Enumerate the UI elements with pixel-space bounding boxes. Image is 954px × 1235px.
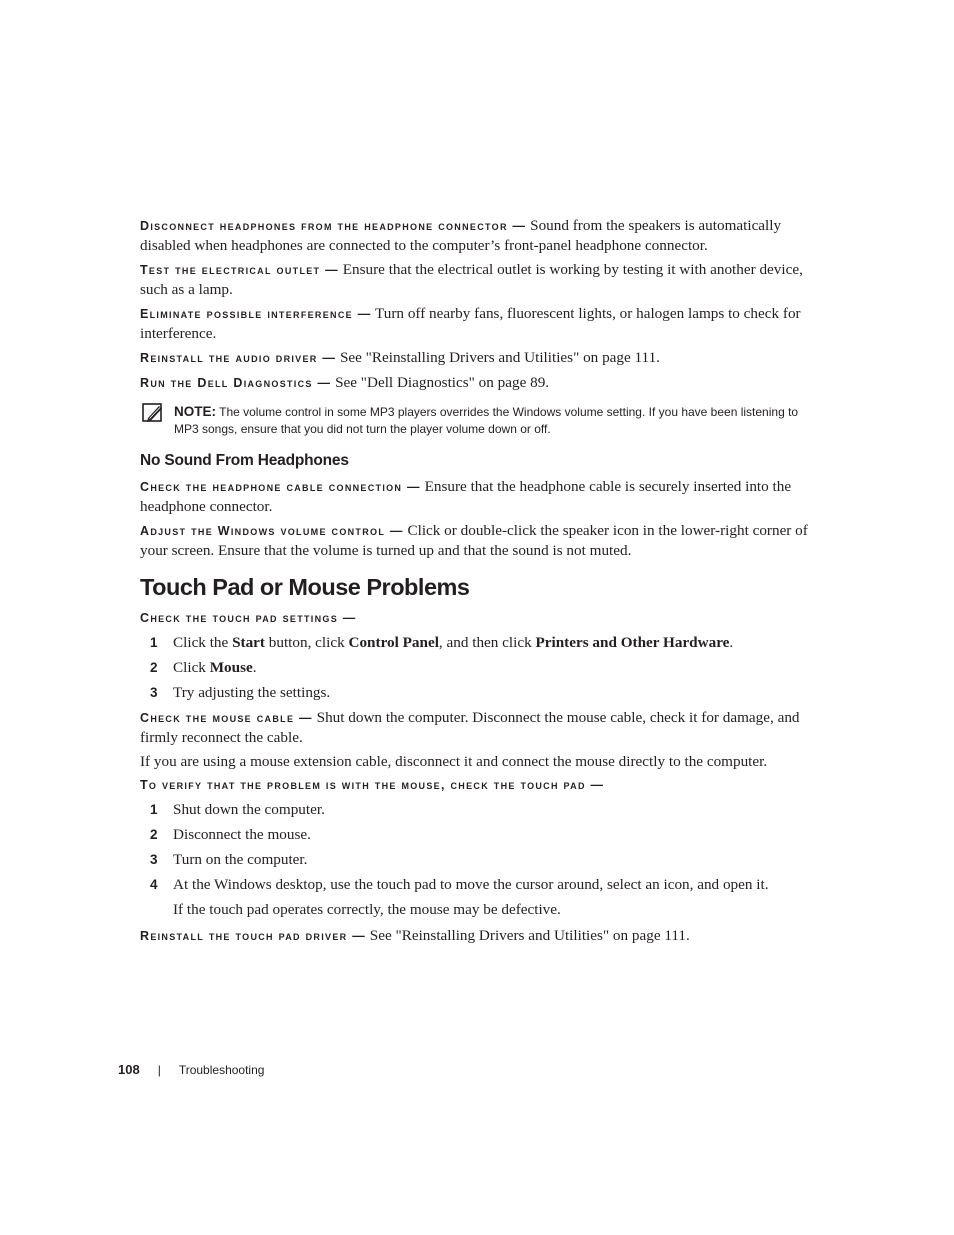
tip-text: Sound from the speakers is automatically disabled when headphones are connected to the computer’s front-panel headphone connector. xyxy=(140,217,782,254)
tip-text: See "Reinstalling Drivers and Utilities" on page 111. xyxy=(369,927,690,944)
tip-lead: Eliminate possible interference — xyxy=(140,307,372,321)
page-section-title: Touch Pad or Mouse Problems xyxy=(140,574,470,600)
tip-text: See "Dell Diagnostics" on page 89. xyxy=(335,374,550,391)
tip-text: Click or double-click the speaker icon in the lower-right corner of your screen. Ensure that the volume is turned up and that the sound is not muted. xyxy=(140,522,808,559)
section-heading-headphones: No Sound From Headphones xyxy=(140,452,349,469)
step-text: At the Windows desktop, use the touch pad to move the cursor around, select an icon, and open it. xyxy=(173,876,769,893)
step-text: Turn on the computer. xyxy=(173,851,308,868)
tip-text: Ensure that the headphone cable is securely inserted into the headphone connector. xyxy=(140,478,792,515)
tip-reinstall-audio-driver xyxy=(140,348,814,368)
ui-start-label: Start xyxy=(232,634,265,651)
page-footer xyxy=(118,1062,264,1077)
tip-run-diagnostics xyxy=(140,373,814,393)
step-text: Click the xyxy=(173,634,233,651)
step-text: button, click xyxy=(264,634,349,651)
step-item xyxy=(140,825,814,844)
tip-lead: Reinstall the touch pad driver — xyxy=(140,929,366,943)
step-text: Disconnect the mouse. xyxy=(173,826,311,843)
touchpad-settings-lead: Check the touch pad settings — xyxy=(140,611,357,625)
step-number: 3 xyxy=(150,685,158,700)
step-number: 3 xyxy=(150,852,158,867)
step-text: Shut down the computer. xyxy=(173,801,325,818)
tip-check-mouse-cable xyxy=(140,708,814,747)
footer-separator: | xyxy=(157,1063,161,1077)
step-item xyxy=(140,658,814,677)
ui-control-panel-label: Control Panel xyxy=(348,634,439,651)
extension-cable-text: If you are using a mouse extension cable, disconnect it and connect the mouse directly to the computer. xyxy=(140,753,768,770)
step-item xyxy=(140,683,814,702)
verify-mouse-steps xyxy=(140,800,814,894)
tip-lead: Adjust the Windows volume control — xyxy=(140,524,404,538)
tip-text: Shut down the computer. Disconnect the mouse cable, check it for damage, and firmly reconnect the cable. xyxy=(140,709,800,746)
tip-reinstall-touchpad-driver xyxy=(140,926,814,946)
step-item xyxy=(140,633,814,652)
tip-lead: Reinstall the audio driver — xyxy=(140,351,337,365)
tip-text: See "Reinstalling Drivers and Utilities" on page 111. xyxy=(339,349,660,366)
verify-followup-text: If the touch pad operates correctly, the mouse may be defective. xyxy=(173,901,561,918)
tip-adjust-volume xyxy=(140,521,814,560)
step-item xyxy=(140,850,814,869)
step-number: 1 xyxy=(150,635,158,650)
step-text: , and then click xyxy=(438,634,536,651)
tip-lead: Check the headphone cable connection — xyxy=(140,480,421,494)
touchpad-settings-steps xyxy=(140,633,814,702)
step-number: 2 xyxy=(150,827,158,842)
step-number: 2 xyxy=(150,660,158,675)
footer-section-name: Troubleshooting xyxy=(178,1063,265,1077)
pencil-note-icon xyxy=(142,403,164,423)
note-text: The volume control in some MP3 players overrides the Windows volume setting. If you have been listening to MP3 songs, ensure that you did not turn the player volume down or off. xyxy=(174,405,799,436)
tip-text: Turn off nearby fans, fluorescent lights, or halogen lamps to check for interference. xyxy=(140,305,801,342)
verify-mouse-lead: To verify that the problem is with the mouse, check the touch pad — xyxy=(140,778,605,792)
step-text: . xyxy=(252,659,257,676)
tip-lead: Run the Dell Diagnostics — xyxy=(140,376,332,390)
step-number: 4 xyxy=(150,877,158,892)
step-item xyxy=(140,875,814,894)
ui-mouse-label: Mouse xyxy=(209,659,253,676)
tip-lead: Test the electrical outlet — xyxy=(140,263,339,277)
page-number: 108 xyxy=(118,1062,140,1077)
step-text: . xyxy=(729,634,734,651)
ui-printers-hardware-label: Printers and Other Hardware xyxy=(535,634,730,651)
tip-text: Ensure that the electrical outlet is working by testing it with another device, such as a lamp. xyxy=(140,261,803,298)
tip-eliminate-interference xyxy=(140,304,814,343)
tip-disconnect-headphones xyxy=(140,216,814,255)
tip-test-outlet xyxy=(140,260,814,299)
note-label: NOTE: xyxy=(174,404,216,419)
step-number: 1 xyxy=(150,802,158,817)
step-text: Click xyxy=(173,659,210,676)
page-content xyxy=(140,216,814,951)
tip-lead: Disconnect headphones from the headphone connector — xyxy=(140,219,527,233)
tip-check-headphone-cable xyxy=(140,477,814,516)
step-text: Try adjusting the settings. xyxy=(173,684,331,701)
note-box xyxy=(140,403,814,438)
step-item xyxy=(140,800,814,819)
tip-lead: Check the mouse cable — xyxy=(140,711,313,725)
